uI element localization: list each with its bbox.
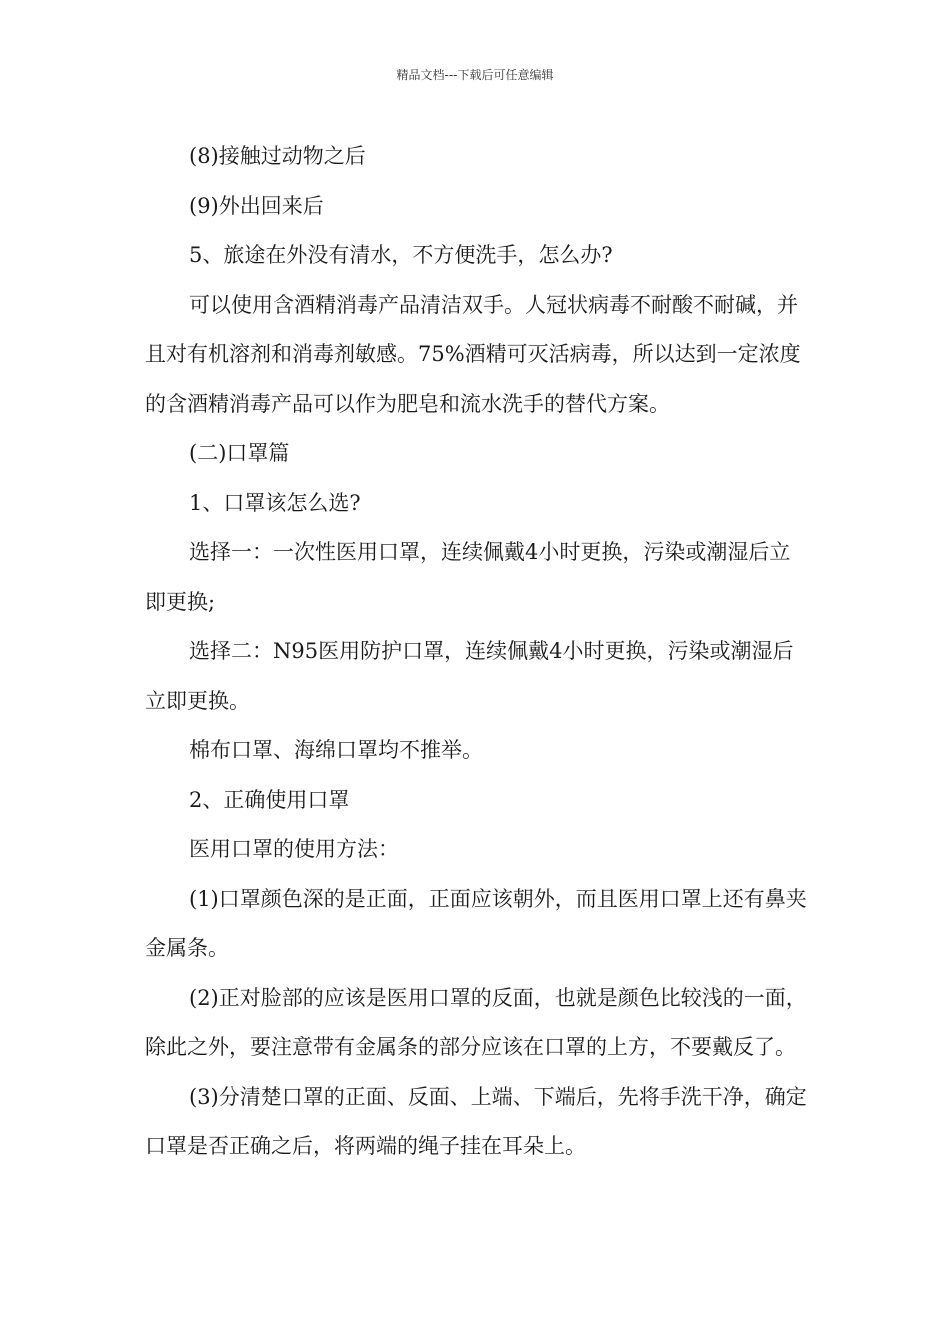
paragraph: 可以使用含酒精消毒产品清洁双手。人冠状病毒不耐酸不耐碱，并且对有机溶剂和消毒剂敏感。75%酒精可灭活病毒，所以达到一定浓度的含酒精消毒产品可以作为肥皂和流水洗手的替代方案。 <box>145 292 801 416</box>
document-body <box>145 132 810 1172</box>
section-question: 2、正确使用口罩 <box>189 787 350 812</box>
section-question: 1、口罩该怎么选? <box>189 490 361 515</box>
section-heading: (二)口罩篇 <box>189 441 290 465</box>
page-header: 精品文档---下载后可任意编辑 <box>396 68 554 82</box>
paragraph: (3)分清楚口罩的正面、反面、上端、下端后，先将手洗干净，确定口罩是否正确之后，将两端的绳子挂在耳朵上。 <box>145 1084 807 1158</box>
paragraph: (2)正对脸部的应该是医用口罩的反面，也就是颜色比较浅的一面，除此之外，要注意带有金属条的部分应该在口罩的上方，不要戴反了。 <box>145 985 807 1059</box>
paragraph: 选择一：一次性医用口罩，连续佩戴4小时更换，污染或潮湿后立即更换; <box>145 540 791 614</box>
paragraph: (8)接触过动物之后 <box>189 144 366 168</box>
section-question: 5、旅途在外没有清水，不方便洗手，怎么办? <box>189 243 613 267</box>
paragraph: (1)口罩颜色深的是正面，正面应该朝外，而且医用口罩上还有鼻夹金属条。 <box>145 886 807 960</box>
paragraph: 棉布口罩、海绵口罩均不推举。 <box>189 738 483 762</box>
paragraph: (9)外出回来后 <box>189 193 324 218</box>
paragraph: 医用口罩的使用方法： <box>189 837 399 861</box>
paragraph: 选择二：N95医用防护口罩，连续佩戴4小时更换，污染或潮湿后立即更换。 <box>145 639 794 713</box>
